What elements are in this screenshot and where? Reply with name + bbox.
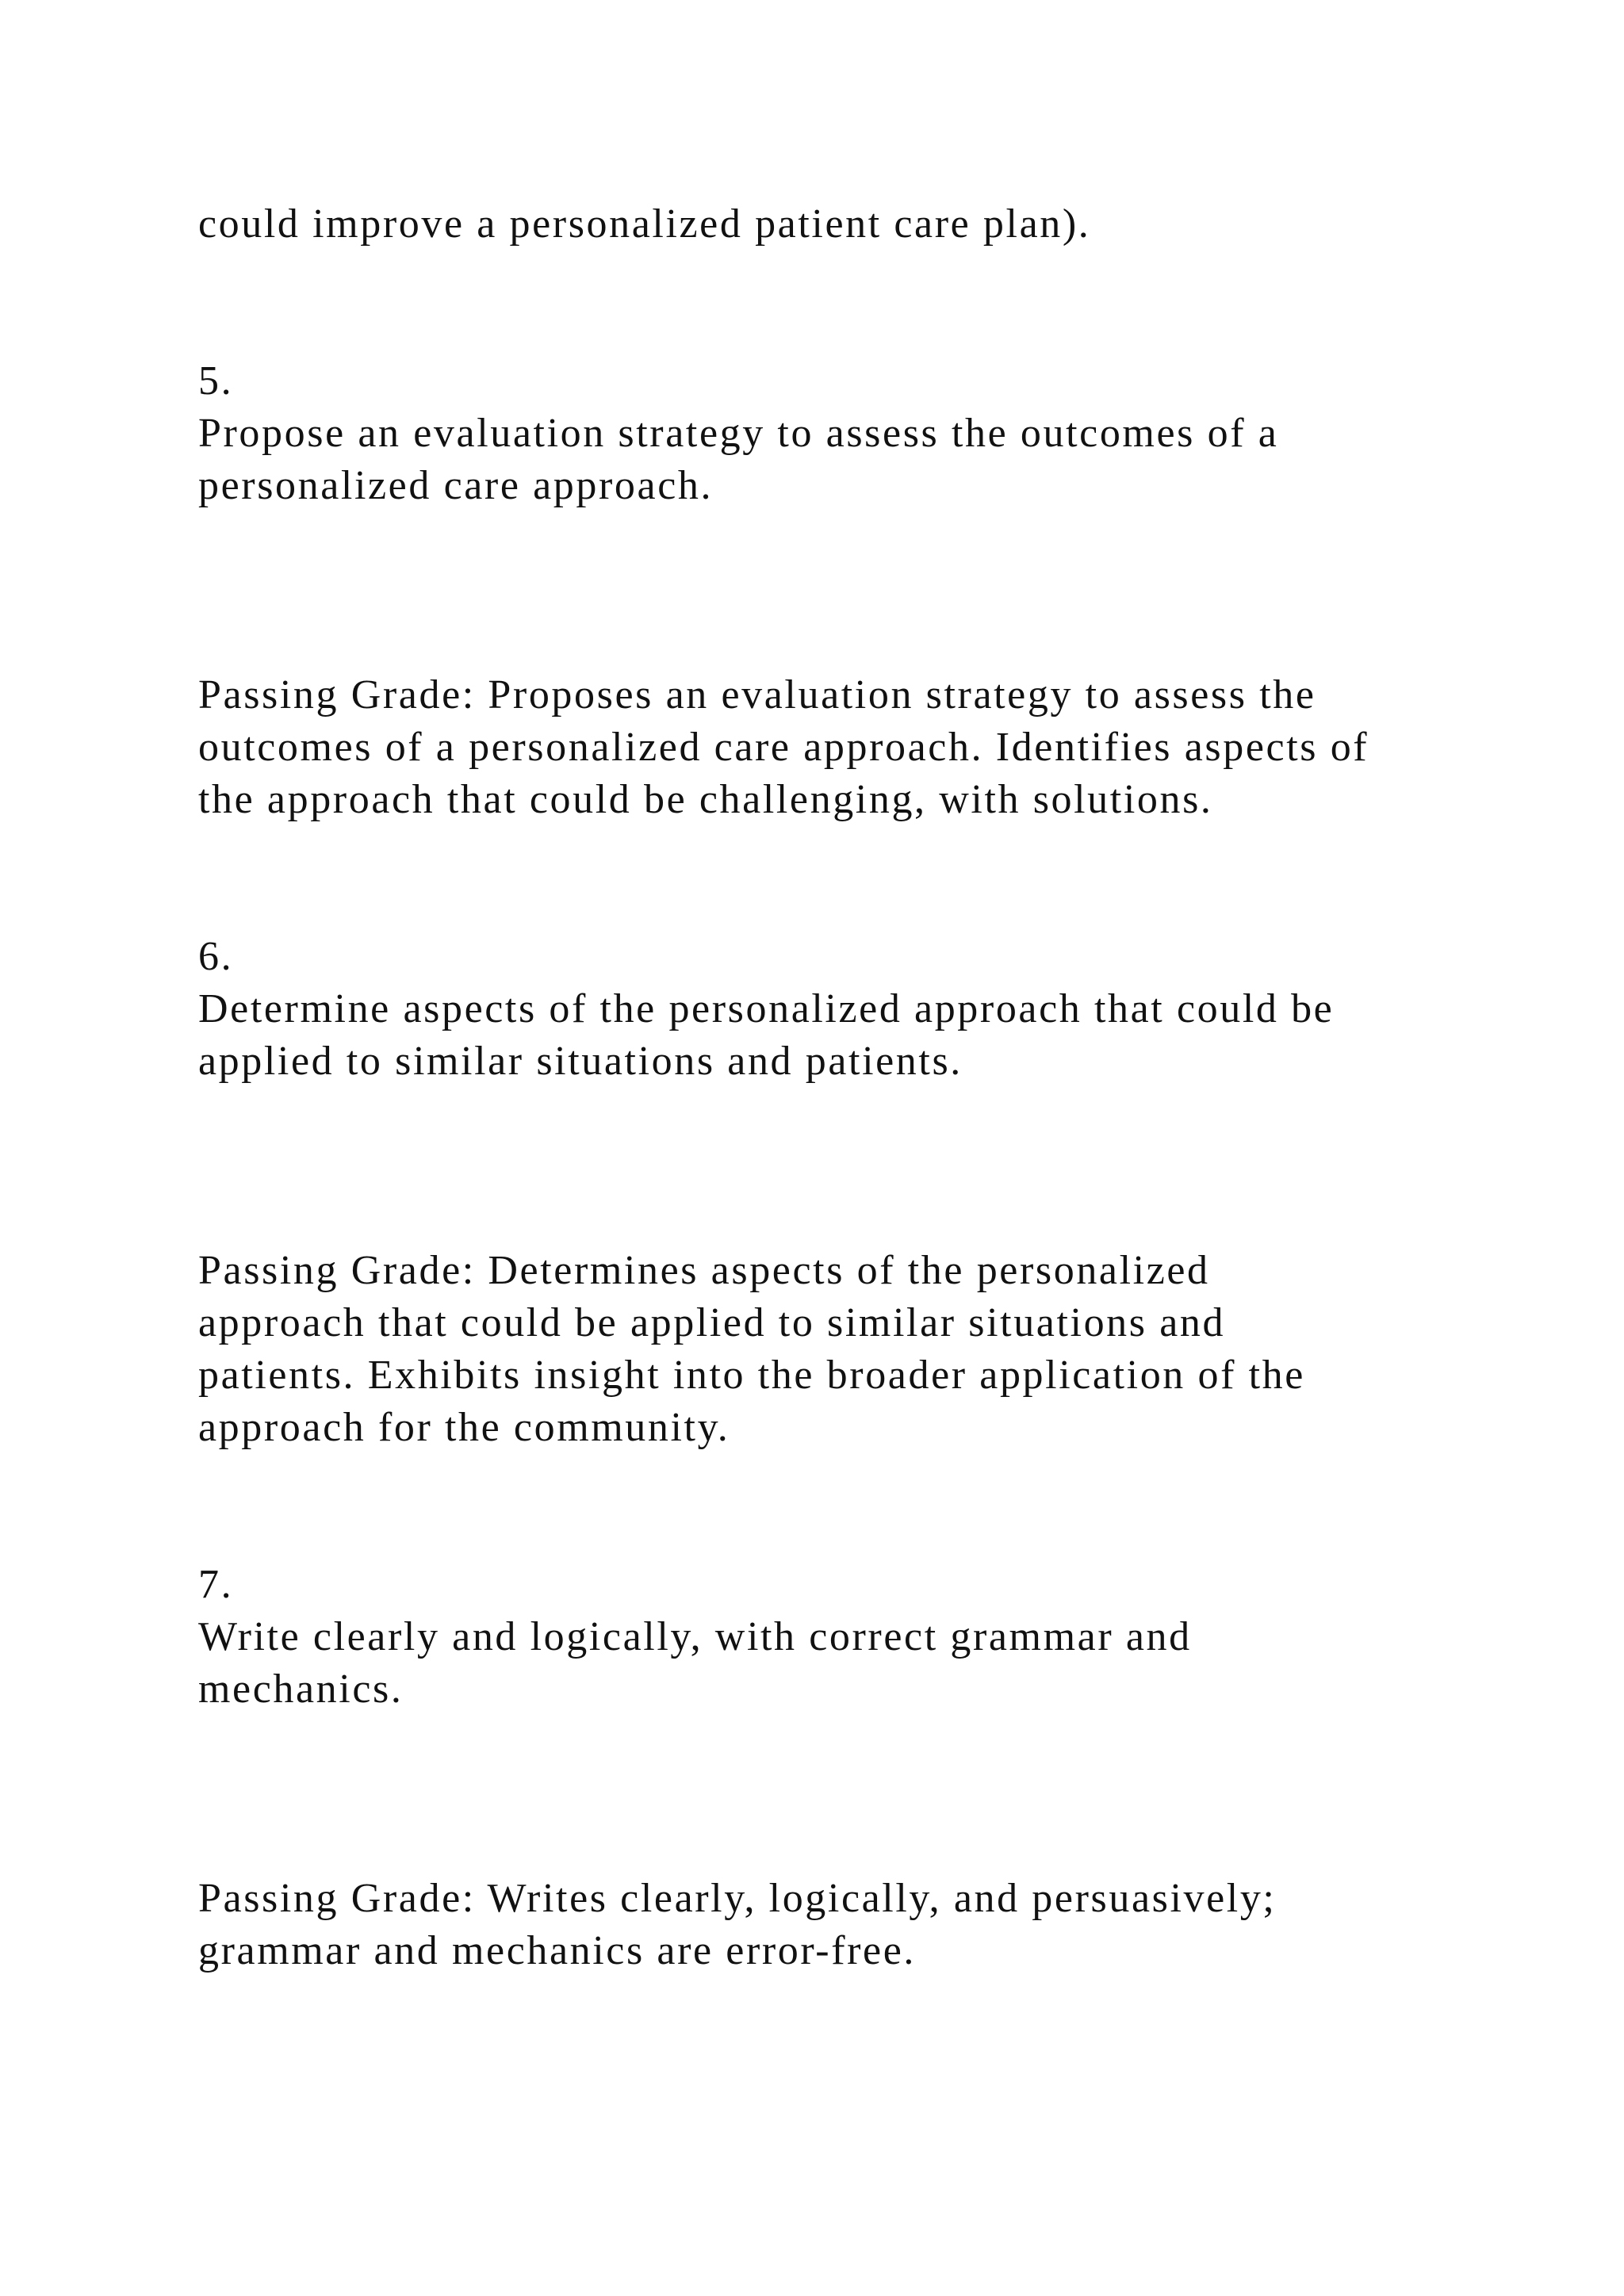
- criterion-5-line-1: Propose an evaluation strategy to assess the outcomes of a: [198, 411, 1279, 456]
- criterion-6-line-2: applied to similar situations and patients.: [198, 1039, 963, 1084]
- passing-grade-6-line-3: patients. Exhibits insight into the broader application of the: [198, 1353, 1305, 1398]
- passing-grade-6-line-4: approach for the community.: [198, 1405, 730, 1450]
- passing-grade-6-line-2: approach that could be applied to similar situations and: [198, 1300, 1226, 1345]
- criterion-5-line-2: personalized care approach.: [198, 463, 714, 508]
- criterion-7-line-1: Write clearly and logically, with correct grammar and: [198, 1614, 1192, 1659]
- criterion-7-line-2: mechanics.: [198, 1667, 404, 1712]
- passing-grade-5-line-2: outcomes of a personalized care approach. Identifies aspects of: [198, 725, 1369, 770]
- passing-grade-7-line-2: grammar and mechanics are error-free.: [198, 1928, 916, 1973]
- passing-grade-5-line-3: the approach that could be challenging, with solutions.: [198, 777, 1213, 822]
- item-number-7: 7.: [198, 1562, 234, 1607]
- passing-grade-6-line-1: Passing Grade: Determines aspects of the personalized: [198, 1248, 1210, 1293]
- passing-grade-5-line-1: Passing Grade: Proposes an evaluation strategy to assess the: [198, 672, 1316, 718]
- item-number-5: 5.: [198, 358, 234, 404]
- criterion-6-line-1: Determine aspects of the personalized approach that could be: [198, 986, 1335, 1031]
- intro-line: could improve a personalized patient care plan).: [198, 201, 1091, 247]
- item-number-6: 6.: [198, 934, 234, 979]
- passing-grade-7-line-1: Passing Grade: Writes clearly, logically, and persuasively;: [198, 1876, 1277, 1921]
